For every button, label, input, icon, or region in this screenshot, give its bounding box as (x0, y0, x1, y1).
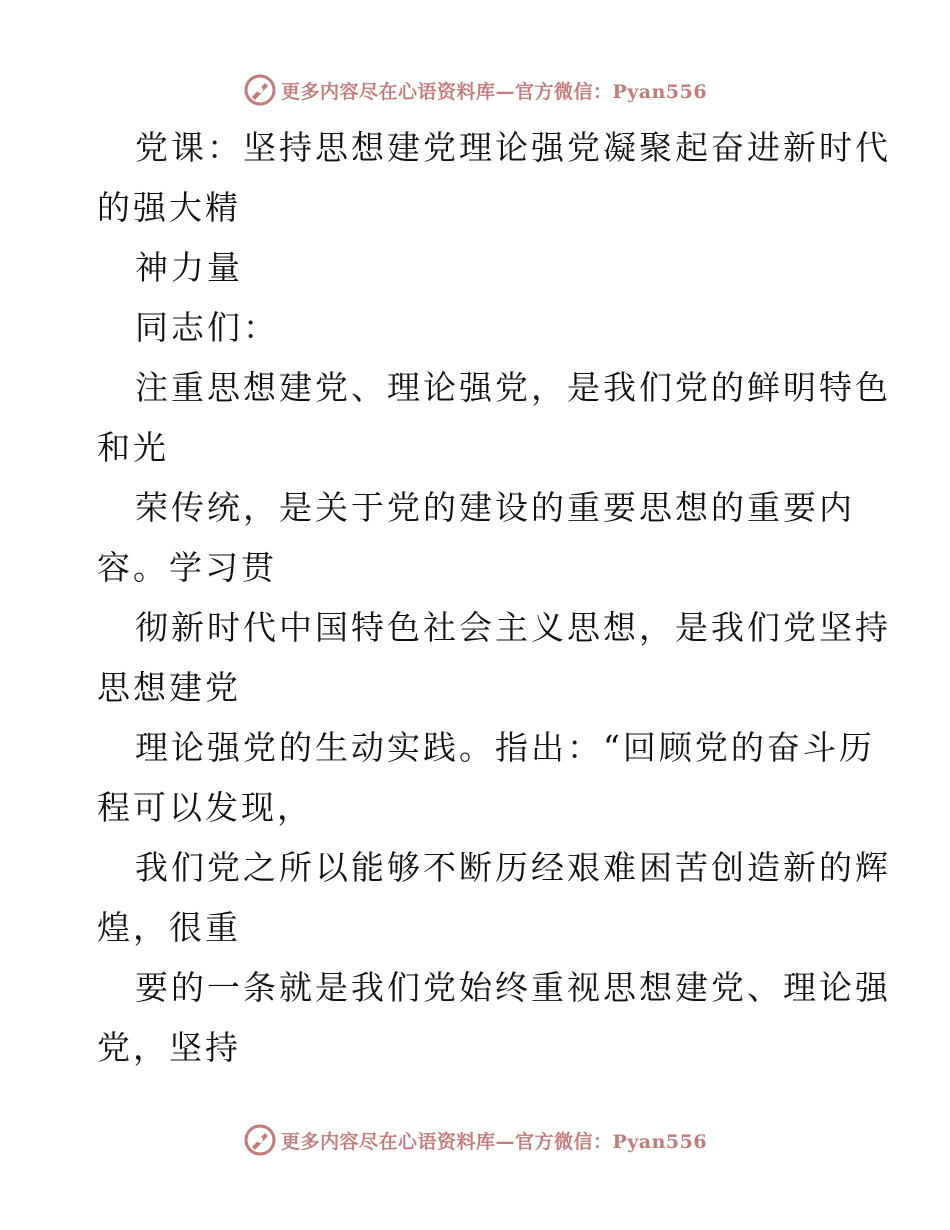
paragraph-line: 注重思想建党、理论强党，是我们党的鲜明特色 (135, 368, 891, 407)
paragraph-line: 彻新时代中国特色社会主义思想，是我们党坚持 (135, 608, 891, 647)
watermark-text: 更多内容尽在心语资料库—官方微信：Pyan556 (280, 1130, 708, 1153)
paragraph-line: 党，坚持 (97, 1028, 241, 1067)
paragraph-line: 和光 (97, 428, 169, 467)
paragraph-line: 我们党之所以能够不断历经艰难困苦创造新的辉 (135, 848, 891, 887)
watermark-text: 更多内容尽在心语资料库—官方微信：Pyan556 (280, 80, 708, 103)
pen-logo-icon (243, 1123, 277, 1157)
paragraph-line: 荣传统，是关于党的建设的重要思想的重要内 (135, 488, 855, 527)
paragraph-line: 程可以发现， (97, 788, 313, 827)
title-line-1: 党课：坚持思想建党理论强党凝聚起奋进新时代 (135, 128, 891, 167)
paragraph-line: 煌，很重 (97, 908, 241, 947)
paragraph-line: 思想建党 (97, 668, 241, 707)
paragraph-line: 容。学习贯 (97, 548, 277, 587)
title-line-2: 的强大精 (97, 188, 241, 227)
header-watermark (0, 70, 950, 110)
title-line-3: 神力量 (135, 248, 243, 287)
paragraph-line: 要的一条就是我们党始终重视思想建党、理论强 (135, 968, 891, 1007)
paragraph-line: 理论强党的生动实践。指出：“回顾党的奋斗历 (135, 728, 875, 767)
document-body (97, 118, 891, 1078)
pen-logo-icon (243, 73, 277, 107)
footer-watermark (0, 1120, 950, 1160)
salutation: 同志们： (135, 308, 279, 347)
